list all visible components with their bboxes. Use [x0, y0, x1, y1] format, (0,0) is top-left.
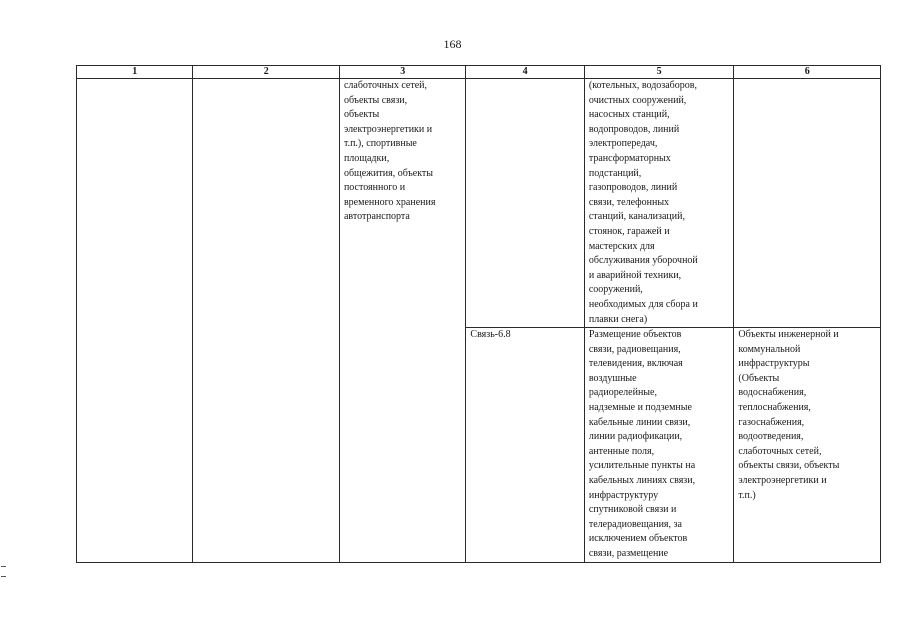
land-use-code: Связь-6.8: [470, 329, 511, 341]
cell-col2: [193, 79, 340, 563]
page-number: 168: [443, 37, 462, 51]
cell-col6-top: [734, 79, 881, 328]
permitted-objects: Объекты инженерной и коммунальной инфраструктуры (Объекты водоснабжения, теплоснабжения, газоснабжения, водоотведения, слаботочных сетей, объекты связи, объекты электроэнергетики и т.п.): [738, 329, 840, 501]
cell-col5-bottom: [584, 328, 734, 563]
cell-col4-bottom: [466, 328, 584, 563]
table-header-row: [77, 66, 881, 79]
cell-col5-top-text: (котельных, водозаборов, очистных сооружений, насосных станций, водопроводов, линий электропередач, трансформаторных подстанций, газопроводов, линий связи, телефонных станций, канализаций, стоянок, гаражей и мастерских для обслуживания уборочной и аварийной техники, сооружений, необходимых для сбора и плавки снега): [588, 80, 698, 325]
cell-col5-top: [584, 79, 734, 328]
cell-col6-bottom: [734, 328, 881, 563]
table-row: [77, 79, 881, 328]
cell-col1: [77, 79, 193, 563]
column-header-4: 4: [466, 66, 584, 79]
column-header-3: 3: [339, 66, 465, 79]
column-header-6: 6: [734, 66, 881, 79]
column-header-2: 2: [193, 66, 340, 79]
land-use-description: Размещение объектов связи, радиовещания, телевидения, включая воздушные радиорелейные, надземные и подземные кабельные линии связи, линии радиофикации, антенные поля, усилительные пункты на кабельных линиях связи, инфраструктуру спутниковой связи и телерадиовещания, за исключением объектов связи, размещение: [588, 329, 696, 559]
cell-col4-top: [466, 79, 584, 328]
zoning-table: [76, 65, 881, 563]
cell-col3-text: слаботочных сетей, объекты связи, объекты электроэнергетики и т.п.), спортивные площадки, общежития, объекты постоянного и временного хранения автотранспорта: [343, 80, 436, 223]
cell-col3: [339, 79, 465, 563]
scan-edge-mark: [1, 566, 6, 577]
column-header-5: 5: [584, 66, 734, 79]
column-header-1: 1: [77, 66, 193, 79]
